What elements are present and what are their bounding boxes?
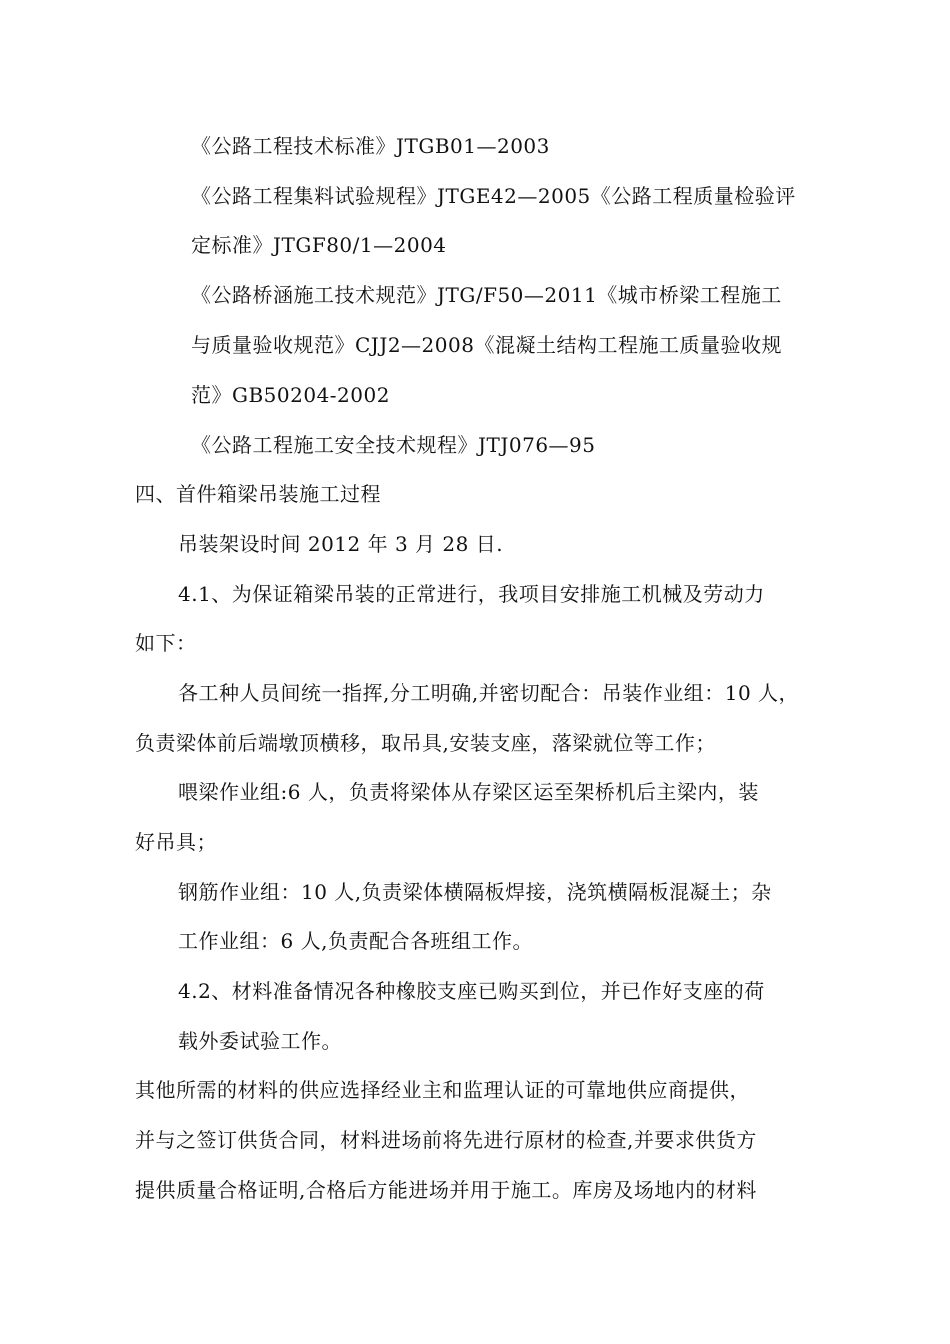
text-line: 并与之签订供货合同，材料进场前将先进行原材的检查,并要求供货方 <box>135 1128 757 1152</box>
text-line: 4.2、材料准备情况各种橡胶支座已购买到位，并已作好支座的荷 <box>178 979 765 1003</box>
text-line: 喂梁作业组:6 人，负责将梁体从存梁区运至架桥机后主梁内，装 <box>178 780 759 804</box>
text-line: 范》GB50204-2002 <box>191 383 390 407</box>
text-line: 钢筋作业组：10 人,负责梁体横隔板焊接，浇筑横隔板混凝土；杂 <box>178 880 772 904</box>
text-line: 如下： <box>135 631 197 655</box>
text-line: 《公路桥涵施工技术规范》JTG/F50—2011《城市桥梁工程施工 <box>191 283 782 307</box>
text-line: 定标准》JTGF80/1—2004 <box>191 233 447 257</box>
text-line: 吊装架设时间 2012 年 3 月 28 日. <box>178 532 504 556</box>
text-line: 其他所需的材料的供应选择经业主和监理认证的可靠地供应商提供， <box>135 1078 750 1102</box>
section-heading: 四、首件箱梁吊装施工过程 <box>135 482 381 506</box>
text-line: 工作业组：6 人,负责配合各班组工作。 <box>178 929 533 953</box>
text-line: 4.1、为保证箱梁吊装的正常进行，我项目安排施工机械及劳动力 <box>178 582 765 606</box>
text-line: 提供质量合格证明,合格后方能进场并用于施工。库房及场地内的材料 <box>135 1178 757 1202</box>
text-line: 好吊具； <box>135 830 217 854</box>
text-line: 负责梁体前后端墩顶横移，取吊具,安装支座，落梁就位等工作； <box>135 731 716 755</box>
text-line: 《公路工程集料试验规程》JTGE42—2005《公路工程质量检验评 <box>191 184 796 208</box>
text-line: 《公路工程技术标准》JTGB01—2003 <box>191 134 550 158</box>
text-line: 载外委试验工作。 <box>178 1029 342 1053</box>
text-line: 与质量验收规范》CJJ2—2008《混凝土结构工程施工质量验收规 <box>191 333 782 357</box>
text-line: 各工种人员间统一指挥,分工明确,并密切配合：吊装作业组：10 人， <box>178 681 800 705</box>
text-line: 《公路工程施工安全技术规程》JTJ076—95 <box>191 433 596 457</box>
